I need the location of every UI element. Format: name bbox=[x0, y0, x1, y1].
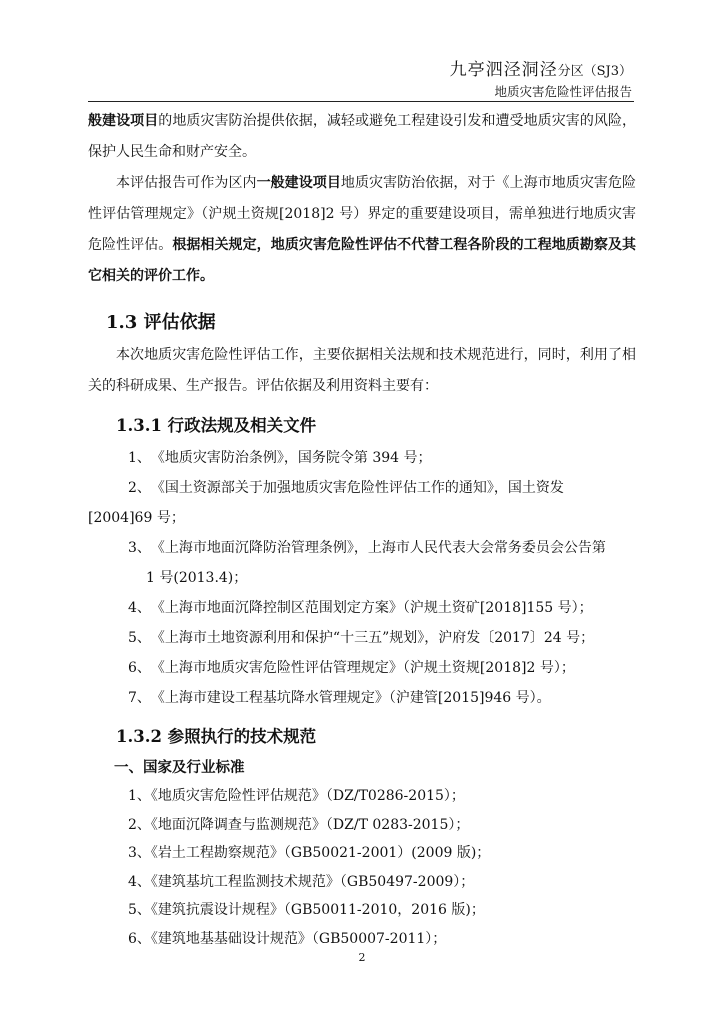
intro-p1-text: 的地质灾害防治提供依据，减轻或避免工程建设引发和遭受地质灾害的风险，保护人民生命和财产安全。 bbox=[88, 113, 637, 160]
list-item: 2、《国土资源部关于加强地质灾害危险性评估工作的通知》，国土资发 bbox=[128, 480, 564, 496]
subsection-heading-national-standards: 一、国家及行业标准 bbox=[114, 759, 245, 776]
intro-p2-text-c: 地质灾害防治依据，对于《上海市地质灾害危险性评估管理规定》（沪规土资规[2018]2 号）界定的重要建设项目，需单独进行地质灾害危险性评估。 bbox=[88, 175, 637, 253]
list-item: 4、《建筑基坑工程监测技术规范》（GB50497-2009）； bbox=[128, 873, 475, 890]
list-item: 6、《上海市地质灾害危险性评估管理规定》（沪规土资规[2018]2 号）； bbox=[128, 660, 575, 676]
section-heading-1-3-2: 1.3.2 参照执行的技术规范 bbox=[116, 727, 317, 746]
section-heading-1-3-1: 1.3.1 行政法规及相关文件 bbox=[116, 416, 317, 435]
list-item: 7、《上海市建设工程基坑降水管理规定》（沪建管[2015]946 号）。 bbox=[128, 690, 551, 706]
list-item: 1、《地质灾害防治条例》，国务院令第 394 号； bbox=[128, 450, 432, 466]
section-heading-1-3: 1.3 评估依据 bbox=[106, 312, 216, 333]
list-item: 3、《上海市地面沉降防治管理条例》，上海市人民代表大会常务委员会公告第 bbox=[128, 540, 606, 556]
intro-paragraph-1 bbox=[88, 106, 636, 168]
list-item: 2、《地面沉降调查与监测规范》（DZ/T 0283-2015）； bbox=[128, 816, 470, 833]
header-divider bbox=[88, 101, 634, 102]
list-item-continuation: 1 号(2013.4)； bbox=[146, 570, 248, 586]
document-body bbox=[88, 106, 636, 953]
list-item: 5、《上海市土地资源利用和保护“十三五”规划》，沪府发〔2017〕24 号； bbox=[128, 630, 595, 646]
header-subtitle: 地质灾害危险性评估报告 bbox=[494, 84, 632, 99]
intro-paragraph-2 bbox=[88, 168, 636, 292]
intro-p1-bold: 般建设项目 bbox=[88, 113, 159, 129]
list-item: 5、《建筑抗震设计规程》（GB50011-2010，2016 版)； bbox=[128, 902, 485, 918]
list-item: 1、《地质灾害危险性评估规范》（DZ/T0286-2015）； bbox=[128, 788, 465, 804]
page-number: 2 bbox=[358, 951, 366, 964]
list-item: 3、《岩土工程勘察规范》（GB50021-2001）(2009 版)； bbox=[128, 845, 491, 861]
header-title bbox=[450, 55, 632, 80]
list-item-continuation: [2004]69 号； bbox=[88, 510, 185, 526]
section-1-3-paragraph: 本次地质灾害危险性评估工作，主要依据相关法规和技术规范进行，同时，利用了相关的科研成果、生产报告。评估依据及利用资料主要有： bbox=[88, 347, 636, 394]
list-item: 6、《建筑地基基础设计规范》（GB50007-2011）； bbox=[128, 930, 447, 947]
header-title-suffix: 分区（SJ3） bbox=[557, 64, 632, 79]
intro-p2-bold-d: 根据相关规定，地质灾害危险性评估不代替工程各阶段的工程地质勘察及其它相关的评价工作。 bbox=[88, 237, 637, 284]
intro-p2-bold-b: 一般建设项目 bbox=[256, 175, 341, 191]
header-title-main: 九亭泗泾洞泾 bbox=[449, 60, 558, 80]
list-item: 4、《上海市地面沉降控制区范围划定方案》（沪规土资矿[2018]155 号）； bbox=[128, 600, 593, 616]
intro-p2-text-a: 本评估报告可作为区内 bbox=[116, 175, 257, 191]
